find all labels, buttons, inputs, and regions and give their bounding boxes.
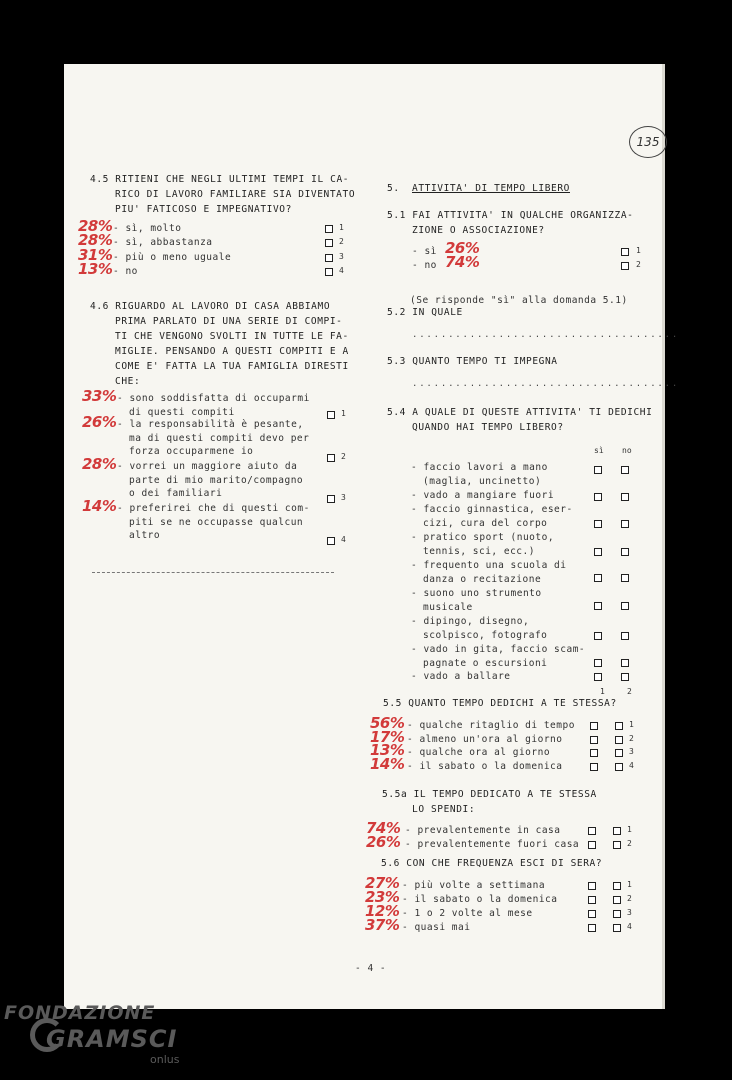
- checkbox[interactable]: [588, 924, 596, 932]
- answer-percentage: 31%: [78, 246, 113, 264]
- activity-label: - vado a ballare: [411, 671, 511, 682]
- question-5-4-text: 5.4 A QUALE DI QUESTE ATTIVITA' TI DEDICHI: [387, 407, 653, 418]
- activity-label: - vado in gita, faccio scam-: [411, 644, 586, 655]
- answer-option-label: - la responsabilità è pesante,: [117, 419, 304, 430]
- answer-option-label: - preferirei che di questi com-: [117, 503, 310, 514]
- answer-option-label: - quasi mai: [402, 922, 471, 933]
- column-number: 1: [600, 687, 605, 696]
- answer-code: 2: [627, 839, 632, 848]
- logo-fondazione: FONDAZIONE: [4, 1002, 156, 1024]
- checkbox-no[interactable]: [621, 574, 629, 582]
- answer-option-label: - vorrei un maggiore aiuto da: [117, 461, 298, 472]
- checkbox[interactable]: [590, 763, 598, 771]
- checkbox-no[interactable]: [621, 673, 629, 681]
- answer-code: 1: [629, 720, 634, 729]
- answer-percentage: 13%: [78, 260, 113, 278]
- answer-option-label: - qualche ora al giorno: [407, 747, 551, 758]
- checkbox-no[interactable]: [621, 493, 629, 501]
- question-5-5a-text: 5.5a IL TEMPO DEDICATO A TE STESSA: [382, 789, 597, 800]
- section-number: 5.: [387, 183, 400, 194]
- activity-label: cizi, cura del corpo: [423, 517, 548, 529]
- checkbox[interactable]: [613, 841, 621, 849]
- question-5-3-text: 5.3 QUANTO TEMPO TI IMPEGNA: [387, 356, 558, 367]
- checkbox-no[interactable]: [621, 520, 629, 528]
- checkbox[interactable]: [588, 896, 596, 904]
- checkbox-si[interactable]: [594, 548, 602, 556]
- question-4-5-text: RICO DI LAVORO FAMILIARE SIA DIVENTATO: [115, 189, 356, 200]
- checkbox[interactable]: [327, 495, 335, 503]
- answer-percentage: 28%: [78, 231, 113, 249]
- activity-label: pagnate o escursioni: [423, 657, 548, 669]
- answer-option-label: - no: [412, 260, 437, 271]
- checkbox-no[interactable]: [621, 659, 629, 667]
- column-number: 2: [627, 687, 632, 696]
- activity-label: - faccio lavori a mano: [411, 462, 548, 473]
- answer-code: 1: [627, 825, 632, 834]
- question-5-2-text: 5.2 IN QUALE: [387, 307, 463, 318]
- answer-option-label: di questi compiti: [129, 406, 235, 418]
- answer-blank-line: .....................................: [412, 330, 680, 340]
- answer-percentage: 13%: [370, 741, 405, 759]
- checkbox-si[interactable]: [594, 673, 602, 681]
- answer-percentage: 26%: [366, 833, 401, 851]
- answer-code: 3: [627, 908, 632, 917]
- section-title: ATTIVITA' DI TEMPO LIBERO: [412, 183, 570, 194]
- answer-option-label: - più volte a settimana: [402, 880, 546, 891]
- question-4-6-text: TI CHE VENGONO SVOLTI IN TUTTE LE FA-: [115, 331, 349, 342]
- question-5-1-text: 5.1 FAI ATTIVITA' IN QUALCHE ORGANIZZA-: [387, 210, 634, 221]
- activity-label: - suono uno strumento: [411, 588, 542, 599]
- question-4-6-text: CHE:: [115, 376, 141, 387]
- answer-option-label: forza occuparmene io: [129, 446, 254, 457]
- page-stamp-number: 135: [629, 126, 667, 158]
- checkbox-si[interactable]: [594, 602, 602, 610]
- answer-percentage: 26%: [445, 239, 480, 257]
- checkbox[interactable]: [588, 910, 596, 918]
- answer-percentage: 74%: [445, 253, 480, 271]
- question-4-5-text: 4.5 RITIENI CHE NEGLI ULTIMI TEMPI IL CA-: [90, 174, 350, 185]
- activity-label: scolpisco, fotografo: [423, 629, 548, 641]
- question-4-6-text: COME E' FATTA LA TUA FAMIGLIA DIRESTI: [115, 361, 349, 372]
- answer-option-label: - sono soddisfatta di occuparmi: [117, 393, 310, 404]
- answer-option-label: - sì, molto: [113, 223, 182, 234]
- checkbox[interactable]: [327, 454, 335, 462]
- answer-percentage: 28%: [82, 455, 117, 473]
- answer-code: 1: [341, 409, 346, 418]
- answer-code: 1: [636, 246, 641, 255]
- checkbox-si[interactable]: [594, 574, 602, 582]
- answer-option-label: - il sabato o la domenica: [402, 894, 558, 905]
- checkbox[interactable]: [613, 827, 621, 835]
- question-5-5-text: 5.5 QUANTO TEMPO DEDICHI A TE STESSA?: [383, 698, 617, 709]
- answer-code: 3: [629, 747, 634, 756]
- question-4-5-text: PIU' FATICOSO E IMPEGNATIVO?: [115, 204, 292, 215]
- question-4-6-text: 4.6 RIGUARDO AL LAVORO DI CASA ABBIAMO: [90, 301, 331, 312]
- answer-code: 3: [341, 493, 346, 502]
- checkbox-si[interactable]: [594, 632, 602, 640]
- answer-option-label: altro: [129, 530, 161, 541]
- checkbox[interactable]: [613, 896, 621, 904]
- answer-option-label: - qualche ritaglio di tempo: [407, 720, 575, 731]
- answer-option-label: - almeno un'ora al giorno: [407, 734, 563, 745]
- checkbox[interactable]: [327, 537, 335, 545]
- activity-label: - pratico sport (nuoto,: [411, 532, 555, 543]
- answer-option-label: - no: [113, 266, 138, 277]
- answer-code: 3: [339, 252, 344, 261]
- logo-onlus: onlus: [150, 1053, 180, 1066]
- answer-option-label: o dei familiari: [129, 488, 223, 499]
- question-5-6-text: 5.6 CON CHE FREQUENZA ESCI DI SERA?: [381, 858, 603, 869]
- checkbox[interactable]: [613, 924, 621, 932]
- checkbox[interactable]: [325, 254, 333, 262]
- checkbox[interactable]: [590, 736, 598, 744]
- column-header-si: sì: [594, 446, 604, 455]
- conditional-note: (Se risponde "sì" alla domanda 5.1): [410, 295, 628, 306]
- checkbox-no[interactable]: [621, 632, 629, 640]
- answer-option-label: - più o meno uguale: [113, 252, 232, 263]
- checkbox[interactable]: [621, 262, 629, 270]
- checkbox-si[interactable]: [594, 493, 602, 501]
- checkbox[interactable]: [613, 882, 621, 890]
- answer-code: 4: [341, 535, 346, 544]
- activity-label: danza o recitazione: [423, 573, 542, 585]
- answer-percentage: 74%: [366, 819, 401, 837]
- answer-option-label: piti se ne occupasse qualcun: [129, 516, 304, 528]
- activity-label: - frequento una scuola di: [411, 560, 567, 571]
- answer-code: 2: [629, 734, 634, 743]
- answer-option-label: - 1 o 2 volte al mese: [402, 908, 533, 919]
- checkbox[interactable]: [615, 763, 623, 771]
- answer-percentage: 26%: [82, 413, 117, 431]
- checkbox[interactable]: [615, 749, 623, 757]
- answer-option-label: - sì: [412, 246, 437, 257]
- answer-code: 1: [339, 223, 344, 232]
- answer-code: 2: [627, 894, 632, 903]
- checkbox[interactable]: [621, 248, 629, 256]
- checkbox[interactable]: [588, 882, 596, 890]
- question-4-6-text: MIGLIE. PENSANDO A QUESTI COMPITI E A: [115, 346, 349, 357]
- checkbox[interactable]: [590, 722, 598, 730]
- question-5-4-text: QUANDO HAI TEMPO LIBERO?: [412, 422, 564, 433]
- answer-code: 4: [339, 266, 344, 275]
- answer-option-label: - il sabato o la domenica: [407, 761, 563, 772]
- checkbox-no[interactable]: [621, 466, 629, 474]
- answer-option-label: ma di questi compiti devo per: [129, 432, 310, 444]
- answer-percentage: 37%: [365, 916, 400, 934]
- question-5-5a-text: LO SPENDI:: [412, 804, 476, 815]
- answer-percentage: 14%: [82, 497, 117, 515]
- checkbox[interactable]: [588, 841, 596, 849]
- activity-label: (maglia, uncinetto): [423, 475, 542, 487]
- activity-label: - faccio ginnastica, eser-: [411, 504, 573, 515]
- page-number: - 4 -: [355, 963, 387, 974]
- logo-gramsci: GRAMSCI: [46, 1025, 178, 1053]
- checkbox[interactable]: [325, 239, 333, 247]
- answer-code: 4: [629, 761, 634, 770]
- answer-code: 4: [627, 922, 632, 931]
- question-4-6-text: PRIMA PARLATO DI UNA SERIE DI COMPI-: [115, 316, 343, 327]
- answer-option-label: parte di mio marito/compagno: [129, 474, 304, 486]
- answer-option-label: - sì, abbastanza: [113, 237, 213, 248]
- activity-label: - vado a mangiare fuori: [411, 490, 555, 501]
- answer-percentage: 33%: [82, 387, 117, 405]
- answer-code: 2: [341, 452, 346, 461]
- answer-percentage: 17%: [370, 728, 405, 746]
- answer-code: 1: [627, 880, 632, 889]
- answer-option-label: - prevalentemente fuori casa: [405, 839, 580, 850]
- checkbox-no[interactable]: [621, 602, 629, 610]
- activity-label: musicale: [423, 601, 473, 613]
- checkbox-si[interactable]: [594, 520, 602, 528]
- column-header-no: no: [622, 446, 632, 455]
- activity-label: - dipingo, disegno,: [411, 616, 530, 627]
- checkbox[interactable]: [327, 411, 335, 419]
- checkbox[interactable]: [615, 736, 623, 744]
- checkbox-si[interactable]: [594, 659, 602, 667]
- answer-blank-line: .....................................: [412, 379, 680, 389]
- checkbox-no[interactable]: [621, 548, 629, 556]
- checkbox[interactable]: [613, 910, 621, 918]
- question-5-1-text: ZIONE O ASSOCIAZIONE?: [412, 225, 545, 236]
- checkbox[interactable]: [325, 225, 333, 233]
- checkbox[interactable]: [590, 749, 598, 757]
- answer-percentage: 27%: [365, 874, 400, 892]
- answer-code: 2: [339, 237, 344, 246]
- checkbox[interactable]: [588, 827, 596, 835]
- answer-percentage: 56%: [370, 714, 405, 732]
- activity-label: tennis, sci, ecc.): [423, 545, 535, 557]
- answer-percentage: 28%: [78, 217, 113, 235]
- answer-percentage: 12%: [365, 902, 400, 920]
- checkbox[interactable]: [615, 722, 623, 730]
- page-edge: [662, 64, 665, 1009]
- checkbox[interactable]: [325, 268, 333, 276]
- answer-code: 2: [636, 260, 641, 269]
- answer-percentage: 23%: [365, 888, 400, 906]
- divider: [92, 572, 334, 573]
- checkbox-si[interactable]: [594, 466, 602, 474]
- answer-percentage: 14%: [370, 755, 405, 773]
- answer-option-label: - prevalentemente in casa: [405, 825, 561, 836]
